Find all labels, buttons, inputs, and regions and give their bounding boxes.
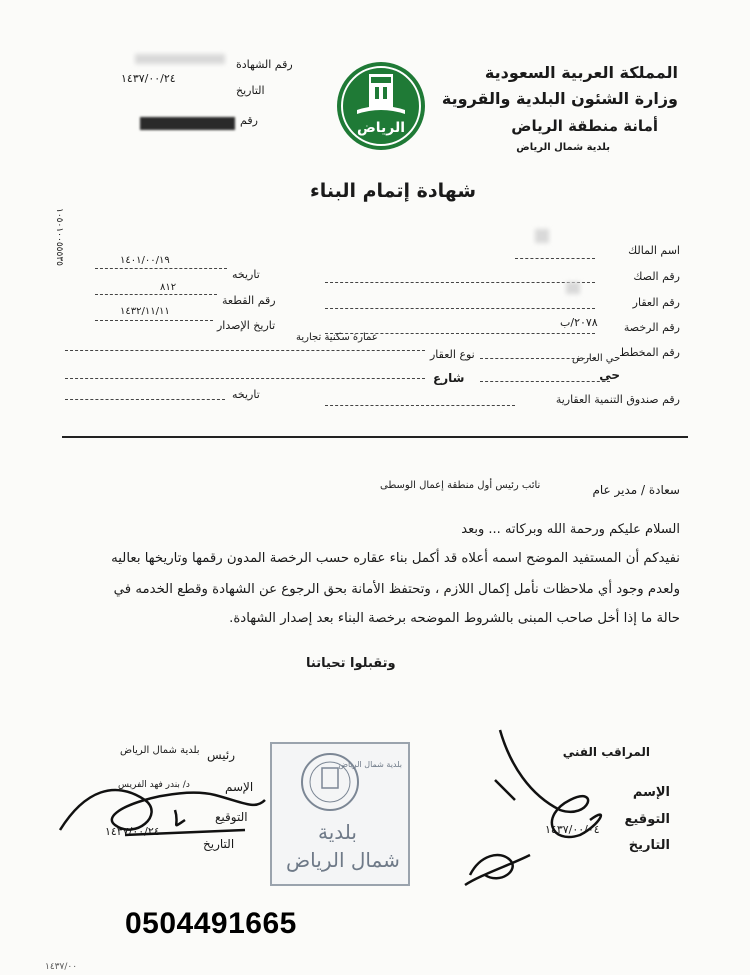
- addressee-deputy: نائب رئيس أول منطقة إعمال الوسطى: [380, 480, 541, 491]
- right-name-label: الإسم: [632, 785, 670, 800]
- body-line-1: نفيدكم أن المستفيد الموضح اسمه أعلاه قد أكمل بناء عقاره حسب الرخصة المدون رقمها وتاريخها بعاليه: [111, 551, 680, 566]
- property-line: [325, 308, 595, 309]
- date2-line: [65, 399, 225, 400]
- ref-label: رقم: [240, 114, 258, 127]
- fund-line: [325, 405, 515, 406]
- date1-label: تاريخه: [232, 268, 260, 281]
- salutation: السلام عليكم ورحمة الله وبركاته ... وبعد: [461, 522, 680, 537]
- license-value: ٢٠٧٨/ب: [560, 316, 598, 329]
- stamp-inner-text: بلدية شمال الرياض: [338, 760, 402, 769]
- body-line-2: ولعدم وجود أي ملاحظات نأمل إكمال اللازم ، وتحتفظ الأمانة بحق الرجوع عن الشهادة وقطع الخدمه في: [113, 582, 680, 597]
- left-name-value: د/ بندر فهد الفريس: [118, 780, 190, 790]
- logo-text: الرياض: [356, 120, 406, 136]
- left-signature-scribble: [55, 770, 275, 850]
- stamp-text-top: بلدية: [318, 820, 357, 844]
- deed-line: [325, 282, 595, 283]
- left-head-title: رئيس: [207, 748, 236, 762]
- district-label: حي: [599, 368, 620, 382]
- date-label: التاريخ: [236, 84, 265, 97]
- left-date-label: التاريخ: [203, 837, 235, 851]
- margin-number: ١٠٥٠١٠٠٥٥٥٣٥: [54, 207, 65, 267]
- right-sign-label: التوقيع: [624, 812, 670, 827]
- date-value: ١٤٣٧/٠٠/٢٤: [121, 72, 176, 85]
- municipality-name: بلدية شمال الرياض: [516, 142, 610, 153]
- district-value: حي العارض: [572, 353, 621, 364]
- official-stamp: [270, 742, 410, 886]
- owner-redacted: [535, 229, 549, 243]
- footer-mark: ١٤٣٧/٠٠: [45, 962, 78, 972]
- kingdom-name: المملكة العربية السعودية: [484, 63, 678, 82]
- issue-line: [95, 320, 213, 321]
- street-line: [65, 378, 425, 379]
- right-signature-scribble: [440, 725, 640, 895]
- issue-value: ١٤٣٢/١١/١١: [120, 306, 170, 317]
- owner-line: [515, 258, 595, 259]
- right-date-value: ١٤٣٧/٠٠/٠٤: [545, 823, 600, 836]
- certificate-title: شهادة إتمام البناء: [310, 180, 477, 202]
- body-line-3: حالة ما إذا أخل صاحب المبنى بالشروط الموضحه برخصة البناء بعد إصدار الشهادة.: [229, 611, 680, 626]
- plot-line: [95, 294, 217, 295]
- property-type-line: [65, 350, 425, 351]
- left-municipality: بلدية شمال الرياض: [120, 745, 200, 756]
- property-type-label: نوع العقار: [430, 348, 475, 361]
- closing: وتقبلوا تحياتنا: [306, 656, 396, 671]
- left-name-label: الإسم: [225, 780, 254, 794]
- date1-line: [95, 268, 227, 269]
- cert-no-redacted: [135, 54, 225, 64]
- ministry-name: وزارة الشئون البلدية والقروية: [441, 89, 678, 108]
- left-sign-label: التوقيع: [215, 810, 248, 824]
- ref-redacted: [140, 117, 235, 130]
- issue-label: تاريخ الإصدار: [217, 319, 276, 332]
- fund-label: رقم صندوق التنمية العقارية: [555, 393, 680, 406]
- right-date-label: التاريخ: [628, 838, 670, 853]
- plan-line: [480, 358, 595, 359]
- phone-number: 0504491665: [125, 907, 297, 940]
- property-type-value: عمارة سكنية تجارية: [296, 332, 378, 343]
- license-label: رقم الرخصة: [623, 321, 680, 334]
- owner-label: اسم المالك: [628, 244, 680, 257]
- plan-label: رقم المخطط: [619, 346, 680, 359]
- date1-value: ١٤٠١/٠٠/١٩: [120, 255, 170, 266]
- plot-label: رقم القطعة: [222, 294, 276, 307]
- amanah-name: أمانة منطقة الرياض: [511, 117, 658, 135]
- street-label: شارع: [433, 371, 465, 385]
- property-redacted: [566, 282, 580, 294]
- stamp-text-bottom: شمال الرياض: [286, 848, 400, 872]
- cert-no-label: رقم الشهادة: [236, 58, 293, 71]
- addressee-greeting: سعادة / مدير عام: [592, 483, 680, 497]
- right-title: المراقب الفني: [562, 745, 650, 759]
- date2-label: تاريخه: [232, 388, 260, 401]
- left-date-value: ١٤٣٧/٠٠/٢٤: [105, 825, 160, 838]
- district-line: [480, 381, 610, 382]
- property-label: رقم العقار: [632, 296, 680, 309]
- deed-label: رقم الصك: [633, 270, 680, 283]
- section-separator: [62, 436, 688, 438]
- riyadh-logo: [335, 60, 427, 152]
- plot-value: ٨١٢: [160, 282, 177, 293]
